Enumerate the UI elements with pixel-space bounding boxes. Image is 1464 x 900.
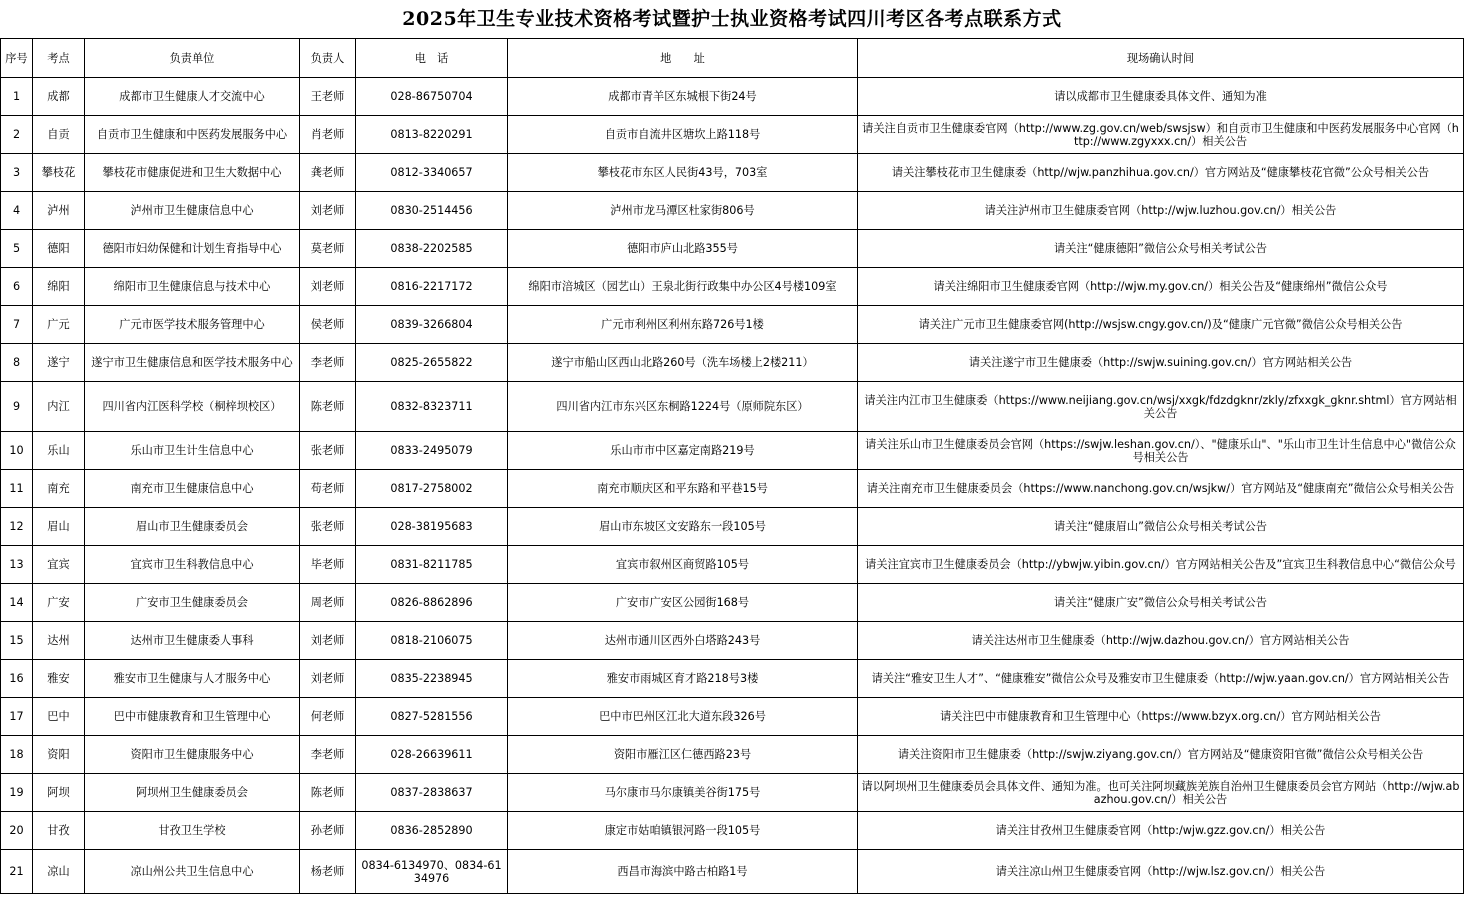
cell-person: 陈老师	[300, 774, 356, 812]
table-row	[1, 736, 1464, 774]
table-row	[1, 192, 1464, 230]
table-row	[1, 546, 1464, 584]
table-row	[1, 660, 1464, 698]
cell-address: 成都市青羊区东城根下街24号	[508, 78, 858, 116]
cell-person: 龚老师	[300, 154, 356, 192]
cell-unit: 泸州市卫生健康信息中心	[85, 192, 300, 230]
cell-person: 陈老师	[300, 382, 356, 432]
cell-no: 19	[1, 774, 33, 812]
cell-address: 攀枝花市东区人民街43号，703室	[508, 154, 858, 192]
cell-person: 李老师	[300, 344, 356, 382]
cell-site: 成都	[33, 78, 85, 116]
cell-confirm-note: 请关注自贡市卫生健康委官网（http://www.zg.gov.cn/web/swsjsw）和自贡市卫生健康和中医药发展服务中心官网（http://www.zgyxxx.cn/）相关公告	[858, 116, 1464, 154]
cell-unit: 绵阳市卫生健康信息与技术中心	[85, 268, 300, 306]
cell-confirm-note: 请关注“健康德阳”微信公众号相关考试公告	[858, 230, 1464, 268]
cell-site: 德阳	[33, 230, 85, 268]
cell-address: 康定市姑咱镇银河路一段105号	[508, 812, 858, 850]
cell-phone: 0835-2238945	[356, 660, 508, 698]
cell-confirm-note: 请关注攀枝花市卫生健康委（http//wjw.panzhihua.gov.cn/）官方网站及“健康攀枝花官微”公众号相关公告	[858, 154, 1464, 192]
cell-person: 肖老师	[300, 116, 356, 154]
cell-unit: 德阳市妇幼保健和计划生育指导中心	[85, 230, 300, 268]
header-site: 考点	[33, 39, 85, 78]
cell-no: 15	[1, 622, 33, 660]
table-row	[1, 78, 1464, 116]
cell-person: 王老师	[300, 78, 356, 116]
header-address: 地 址	[508, 39, 858, 78]
cell-unit: 阿坝州卫生健康委员会	[85, 774, 300, 812]
cell-address: 自贡市自流井区塘坎上路118号	[508, 116, 858, 154]
cell-phone: 028-38195683	[356, 508, 508, 546]
table-row	[1, 382, 1464, 432]
cell-phone: 0834-6134970、0834-6134976	[356, 850, 508, 894]
cell-person: 李老师	[300, 736, 356, 774]
cell-no: 21	[1, 850, 33, 894]
table-row	[1, 850, 1464, 894]
cell-phone: 0837-2838637	[356, 774, 508, 812]
cell-address: 西昌市海滨中路古柏路1号	[508, 850, 858, 894]
cell-confirm-note: 请关注泸州市卫生健康委官网（http://wjw.luzhou.gov.cn/）相关公告	[858, 192, 1464, 230]
cell-site: 巴中	[33, 698, 85, 736]
table-row	[1, 306, 1464, 344]
cell-unit: 遂宁市卫生健康信息和医学技术服务中心	[85, 344, 300, 382]
cell-site: 南充	[33, 470, 85, 508]
cell-confirm-note: 请关注乐山市卫生健康委员会官网（https://swjw.leshan.gov.cn/）、"健康乐山"、"乐山市卫生计生信息中心"微信公众号相关公告	[858, 432, 1464, 470]
page-title: 2025年卫生专业技术资格考试暨护士执业资格考试四川考区各考点联系方式	[402, 8, 1062, 30]
cell-phone: 028-26639611	[356, 736, 508, 774]
table-row	[1, 230, 1464, 268]
cell-address: 眉山市东坡区文安路东一段105号	[508, 508, 858, 546]
cell-unit: 广安市卫生健康委员会	[85, 584, 300, 622]
cell-confirm-note: 请以阿坝州卫生健康委员会具体文件、通知为准。也可关注阿坝藏族羌族自治州卫生健康委员会官方网站（http://wjw.abazhou.gov.cn/）相关公告	[858, 774, 1464, 812]
header-person: 负责人	[300, 39, 356, 78]
header-no: 序号	[1, 39, 33, 78]
cell-phone: 0832-8323711	[356, 382, 508, 432]
cell-confirm-note: 请关注凉山州卫生健康委官网（http://wjw.lsz.gov.cn/）相关公告	[858, 850, 1464, 894]
cell-site: 凉山	[33, 850, 85, 894]
cell-confirm-note: 请关注巴中市健康教育和卫生管理中心（https://www.bzyx.org.cn/）官方网站相关公告	[858, 698, 1464, 736]
cell-person: 刘老师	[300, 192, 356, 230]
cell-unit: 自贡市卫生健康和中医药发展服务中心	[85, 116, 300, 154]
header-phone: 电 话	[356, 39, 508, 78]
cell-no: 12	[1, 508, 33, 546]
cell-unit: 乐山市卫生计生信息中心	[85, 432, 300, 470]
cell-person: 杨老师	[300, 850, 356, 894]
cell-phone: 0818-2106075	[356, 622, 508, 660]
cell-site: 内江	[33, 382, 85, 432]
cell-confirm-note: 请关注内江市卫生健康委（https://www.neijiang.gov.cn/wsj/xxgk/fdzdgknr/zkly/zfxxgk_gknr.shtml）官方网站相关公告	[858, 382, 1464, 432]
cell-site: 甘孜	[33, 812, 85, 850]
cell-phone: 0813-8220291	[356, 116, 508, 154]
cell-site: 达州	[33, 622, 85, 660]
cell-confirm-note: 请关注资阳市卫生健康委（http://swjw.ziyang.gov.cn/）官方网站及“健康资阳官微”微信公众号相关公告	[858, 736, 1464, 774]
table-row	[1, 508, 1464, 546]
cell-phone: 0838-2202585	[356, 230, 508, 268]
cell-site: 绵阳	[33, 268, 85, 306]
cell-phone: 0826-8862896	[356, 584, 508, 622]
table-row	[1, 432, 1464, 470]
table-row	[1, 344, 1464, 382]
cell-address: 达州市通川区西外白塔路243号	[508, 622, 858, 660]
cell-no: 14	[1, 584, 33, 622]
cell-phone: 0812-3340657	[356, 154, 508, 192]
cell-person: 莫老师	[300, 230, 356, 268]
cell-phone: 0836-2852890	[356, 812, 508, 850]
cell-address: 泸州市龙马潭区杜家街806号	[508, 192, 858, 230]
table-row	[1, 774, 1464, 812]
cell-address: 德阳市庐山北路355号	[508, 230, 858, 268]
cell-site: 阿坝	[33, 774, 85, 812]
cell-site: 自贡	[33, 116, 85, 154]
cell-phone: 0825-2655822	[356, 344, 508, 382]
cell-no: 18	[1, 736, 33, 774]
cell-address: 雅安市雨城区育才路218号3楼	[508, 660, 858, 698]
cell-site: 广安	[33, 584, 85, 622]
cell-address: 遂宁市船山区西山北路260号（洗车场楼上2楼211）	[508, 344, 858, 382]
cell-address: 宜宾市叙州区商贸路105号	[508, 546, 858, 584]
cell-site: 资阳	[33, 736, 85, 774]
cell-unit: 雅安市卫生健康与人才服务中心	[85, 660, 300, 698]
cell-person: 刘老师	[300, 268, 356, 306]
cell-address: 资阳市雁江区仁德西路23号	[508, 736, 858, 774]
cell-person: 何老师	[300, 698, 356, 736]
cell-site: 广元	[33, 306, 85, 344]
table-row	[1, 584, 1464, 622]
cell-person: 张老师	[300, 432, 356, 470]
cell-confirm-note: 请关注南充市卫生健康委员会（https://www.nanchong.gov.cn/wsjkw/）官方网站及“健康南充”微信公众号相关公告	[858, 470, 1464, 508]
cell-no: 4	[1, 192, 33, 230]
cell-no: 1	[1, 78, 33, 116]
header-unit: 负责单位	[85, 39, 300, 78]
cell-confirm-note: 请关注达州市卫生健康委（http://wjw.dazhou.gov.cn/）官方网站相关公告	[858, 622, 1464, 660]
cell-no: 17	[1, 698, 33, 736]
cell-site: 乐山	[33, 432, 85, 470]
table-row	[1, 116, 1464, 154]
cell-no: 7	[1, 306, 33, 344]
cell-person: 毕老师	[300, 546, 356, 584]
cell-confirm-note: 请关注广元市卫生健康委官网(http://wsjsw.cngy.gov.cn/)及“健康广元官微”微信公众号相关公告	[858, 306, 1464, 344]
cell-confirm-note: 请关注“雅安卫生人才”、“健康雅安”微信公众号及雅安市卫生健康委（http://wjw.yaan.gov.cn/）官方网站相关公告	[858, 660, 1464, 698]
cell-person: 张老师	[300, 508, 356, 546]
cell-address: 绵阳市涪城区（园艺山）王泉北街行政集中办公区4号楼109室	[508, 268, 858, 306]
cell-site: 眉山	[33, 508, 85, 546]
cell-unit: 资阳市卫生健康服务中心	[85, 736, 300, 774]
cell-unit: 四川省内江医科学校（桐梓坝校区）	[85, 382, 300, 432]
cell-no: 5	[1, 230, 33, 268]
cell-phone: 0817-2758002	[356, 470, 508, 508]
cell-unit: 广元市医学技术服务管理中心	[85, 306, 300, 344]
header-confirm-time: 现场确认时间	[858, 39, 1464, 78]
cell-address: 乐山市市中区嘉定南路219号	[508, 432, 858, 470]
cell-no: 13	[1, 546, 33, 584]
cell-phone: 0816-2217172	[356, 268, 508, 306]
cell-no: 3	[1, 154, 33, 192]
cell-no: 10	[1, 432, 33, 470]
cell-phone: 0830-2514456	[356, 192, 508, 230]
cell-person: 苟老师	[300, 470, 356, 508]
table-body	[1, 78, 1464, 894]
cell-confirm-note: 请以成都市卫生健康委具体文件、通知为准	[858, 78, 1464, 116]
cell-unit: 巴中市健康教育和卫生管理中心	[85, 698, 300, 736]
cell-no: 11	[1, 470, 33, 508]
cell-no: 8	[1, 344, 33, 382]
contact-table	[0, 38, 1464, 894]
table-row	[1, 470, 1464, 508]
cell-person: 周老师	[300, 584, 356, 622]
cell-person: 侯老师	[300, 306, 356, 344]
cell-phone: 0833-2495079	[356, 432, 508, 470]
cell-unit: 凉山州公共卫生信息中心	[85, 850, 300, 894]
cell-person: 刘老师	[300, 660, 356, 698]
cell-no: 20	[1, 812, 33, 850]
header-row	[1, 39, 1464, 78]
cell-phone: 0831-8211785	[356, 546, 508, 584]
table-row	[1, 154, 1464, 192]
cell-unit: 攀枝花市健康促进和卫生大数据中心	[85, 154, 300, 192]
cell-site: 雅安	[33, 660, 85, 698]
cell-address: 南充市顺庆区和平东路和平巷15号	[508, 470, 858, 508]
cell-site: 攀枝花	[33, 154, 85, 192]
table-row	[1, 268, 1464, 306]
cell-site: 遂宁	[33, 344, 85, 382]
cell-address: 四川省内江市东兴区东桐路1224号（原师院东区）	[508, 382, 858, 432]
table-row	[1, 622, 1464, 660]
cell-unit: 成都市卫生健康人才交流中心	[85, 78, 300, 116]
cell-no: 6	[1, 268, 33, 306]
cell-no: 2	[1, 116, 33, 154]
cell-unit: 甘孜卫生学校	[85, 812, 300, 850]
cell-no: 16	[1, 660, 33, 698]
cell-confirm-note: 请关注遂宁市卫生健康委（http://swjw.suining.gov.cn/）官方网站相关公告	[858, 344, 1464, 382]
cell-address: 马尔康市马尔康镇美谷街175号	[508, 774, 858, 812]
cell-phone: 0839-3266804	[356, 306, 508, 344]
cell-person: 刘老师	[300, 622, 356, 660]
table-row	[1, 812, 1464, 850]
cell-address: 广安市广安区公园街168号	[508, 584, 858, 622]
cell-unit: 达州市卫生健康委人事科	[85, 622, 300, 660]
cell-address: 广元市利州区利州东路726号1楼	[508, 306, 858, 344]
cell-unit: 宜宾市卫生科教信息中心	[85, 546, 300, 584]
cell-no: 9	[1, 382, 33, 432]
cell-unit: 眉山市卫生健康委员会	[85, 508, 300, 546]
cell-confirm-note: 请关注绵阳市卫生健康委官网（http://wjw.my.gov.cn/）相关公告及“健康绵州”微信公众号	[858, 268, 1464, 306]
cell-confirm-note: 请关注甘孜州卫生健康委官网（http:/wjw.gzz.gov.cn/）相关公告	[858, 812, 1464, 850]
cell-phone: 0827-5281556	[356, 698, 508, 736]
cell-confirm-note: 请关注宜宾市卫生健康委员会（http://ybwjw.yibin.gov.cn/）官方网站相关公告及”宜宾卫生科教信息中心“微信公众号	[858, 546, 1464, 584]
table-row	[1, 698, 1464, 736]
cell-site: 宜宾	[33, 546, 85, 584]
cell-address: 巴中市巴州区江北大道东段326号	[508, 698, 858, 736]
cell-confirm-note: 请关注“健康眉山”微信公众号相关考试公告	[858, 508, 1464, 546]
cell-confirm-note: 请关注“健康广安”微信公众号相关考试公告	[858, 584, 1464, 622]
cell-unit: 南充市卫生健康信息中心	[85, 470, 300, 508]
cell-person: 孙老师	[300, 812, 356, 850]
cell-site: 泸州	[33, 192, 85, 230]
cell-phone: 028-86750704	[356, 78, 508, 116]
